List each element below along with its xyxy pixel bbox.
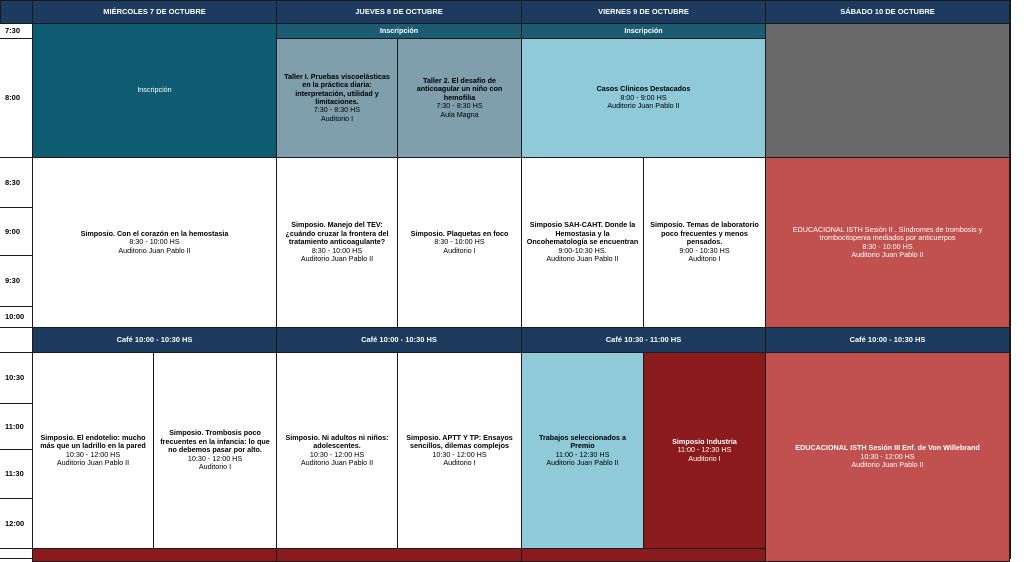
fri-casos-clinicos[interactable]	[521, 38, 766, 158]
header-friday: VIERNES 9 DE OCTUBRE	[521, 0, 766, 24]
wed-inscripcion[interactable]	[32, 23, 277, 158]
session-time: 8:30 - 10:00 HS	[311, 245, 363, 255]
wed-simposio-corazon[interactable]	[32, 157, 277, 328]
fri-simposio-laboratorio[interactable]	[643, 157, 766, 328]
sat-empty-block	[765, 23, 1010, 158]
session-place: Auditorio Juan Pablo II	[607, 101, 680, 111]
thu-next-session[interactable]	[276, 548, 522, 562]
thu-inscripcion: Inscripción	[276, 23, 522, 39]
session-place: Auditorio Juan Pablo II	[300, 457, 374, 467]
session-title: EDUCACIONAL ISTH Sesión II . Síndromes de trombosis y trombocitopenia mediados por anticuerpos	[792, 224, 983, 243]
time-label: 10:30	[0, 352, 33, 404]
session-title: Simposio. Temas de laboratorio poco frecuentes y menos pensados.	[650, 220, 759, 247]
session-time: 7:30 - 8:30 HS	[313, 105, 361, 115]
session-title: Simposio. APTT Y TP: Ensayos sencillos, dilemas complejos	[406, 432, 513, 451]
session-time: 11:00 - 12:30 HS	[555, 449, 610, 459]
session-time: 10:30 - 12:00 HS	[65, 449, 121, 459]
session-time: 7:30 - 8:30 HS	[436, 101, 483, 111]
fri-simposio-industria[interactable]	[643, 352, 766, 549]
session-place: Auditorio Juan Pablo II	[851, 249, 924, 259]
sat-educacional-iii[interactable]	[765, 352, 1010, 562]
time-label: 9:00	[0, 207, 33, 256]
time-label: 11:30	[0, 449, 33, 499]
header-thursday: JUEVES 8 DE OCTUBRE	[276, 0, 522, 24]
session-title: Simposio SAH-CAHT. Donde la Hemostasia y la Oncohematología se encuentran	[526, 220, 639, 247]
wed-inscripcion-label: Inscripción	[137, 85, 172, 95]
thu-simposio-tev[interactable]	[276, 157, 398, 328]
wed-next-session[interactable]	[32, 548, 277, 562]
thu-taller-2[interactable]	[397, 38, 522, 158]
session-place: Auditorio Juan Pablo II	[56, 457, 130, 467]
time-label-empty	[0, 327, 33, 353]
fri-inscripcion: Inscripción	[521, 23, 766, 39]
sat-cafe: Café 10:00 - 10:30 HS	[765, 327, 1010, 353]
thu-simposio-aptt[interactable]	[397, 352, 522, 549]
session-title: EDUCACIONAL ISTH Sesión III Enf. de Von Willebrand	[795, 443, 980, 453]
session-place: Auditorio Juan Pablo II	[546, 457, 619, 467]
session-place: Auditorio I	[320, 113, 354, 123]
session-title: Simposio. Con el corazón en la hemostasia	[80, 228, 229, 238]
session-place: Auditorio I	[443, 457, 476, 467]
time-label: 8:00	[0, 38, 33, 158]
session-title: Taller I. Pruebas viscoelásticas en la práctica diaria: interpretación, utilidad y limitaciones.	[284, 71, 390, 106]
session-title: Casos Clínicos Destacados	[596, 84, 691, 94]
session-title: Simposio Industria	[672, 436, 737, 446]
page-margin	[1010, 0, 1024, 559]
thu-cafe: Café 10:00 - 10:30 HS	[276, 327, 522, 353]
session-place: Auditorio Juan Pablo II	[118, 245, 191, 255]
wed-simposio-endotelio[interactable]	[32, 352, 154, 549]
session-time: 9:00 - 10:30 HS	[679, 245, 730, 255]
time-label: 12:00	[0, 498, 33, 549]
session-time: 8:30 - 10:00 HS	[129, 237, 180, 247]
session-title: Simposio. Manejo del TEV: ¿cuándo cruzar la frontera del tratamiento anticoagulante?	[285, 220, 389, 247]
time-label: 7:30	[0, 23, 33, 39]
fri-trabajos-premio[interactable]	[521, 352, 644, 549]
session-place: Auditorio Juan Pablo II	[546, 254, 619, 264]
session-title: Taller 2. El desafío de anticoagular un niño con hemofilia	[416, 75, 503, 102]
session-title: Simposio. Ni adultos ni niños: adolescentes.	[285, 432, 389, 451]
time-label: 8:30	[0, 157, 33, 208]
session-time: 10:30 - 12:00 HS	[860, 451, 915, 461]
time-label-empty	[0, 548, 33, 559]
wed-cafe: Café 10:00 - 10:30 HS	[32, 327, 277, 353]
thu-taller-1[interactable]	[276, 38, 398, 158]
time-label: 9:30	[0, 255, 33, 307]
session-place: Auditorio I	[198, 462, 232, 472]
session-place: Auditorio Juan Pablo II	[851, 460, 924, 470]
session-title: Simposio. Trombosis poco frecuentes en la infancia: lo que no debemos pasar por alto.	[160, 428, 270, 455]
session-time: 10:30 - 12:00 HS	[309, 449, 365, 459]
session-time: 8:30 - 10:00 HS	[862, 241, 913, 251]
header-wednesday: MIÉRCOLES 7 DE OCTUBRE	[32, 0, 277, 24]
sat-educacional-ii[interactable]	[765, 157, 1010, 328]
session-place: Auditorio Juan Pablo II	[300, 254, 374, 264]
header-saturday: SÁBADO 10 DE OCTUBRE	[765, 0, 1010, 24]
session-place: Aula Magna	[440, 109, 479, 119]
session-time: 10:30 - 12:00 HS	[187, 453, 243, 463]
thu-simposio-adolescentes[interactable]	[276, 352, 398, 549]
header-corner	[0, 0, 33, 24]
session-time: 10:30 - 12:00 HS	[432, 449, 487, 459]
session-title: Trabajos seleccionados a Premio	[538, 432, 627, 451]
session-title: Simposio. Plaquetas en foco	[410, 228, 509, 238]
fri-cafe: Café 10:30 - 11:00 HS	[521, 327, 766, 353]
session-title: Simposio. El endotelio: mucho más que un ladrillo en la pared	[40, 432, 146, 451]
time-label: 10:00	[0, 306, 33, 328]
session-place: Auditorio I	[688, 453, 721, 463]
fri-simposio-sah-caht[interactable]	[521, 157, 644, 328]
wed-simposio-trombosis[interactable]	[153, 352, 277, 549]
time-label: 11:00	[0, 403, 33, 450]
session-time: 11:00 - 12:30 HS	[677, 445, 732, 455]
thu-simposio-plaquetas[interactable]	[397, 157, 522, 328]
fri-next-session[interactable]	[521, 548, 766, 562]
session-place: Auditorio I	[688, 254, 721, 264]
session-place: Auditorio I	[443, 245, 476, 255]
session-time: 8:00 - 9:00 HS	[620, 92, 667, 102]
session-time: 9:00-10:30 HS.	[558, 245, 607, 255]
session-time: 8:30 - 10:00 HS	[434, 237, 485, 247]
